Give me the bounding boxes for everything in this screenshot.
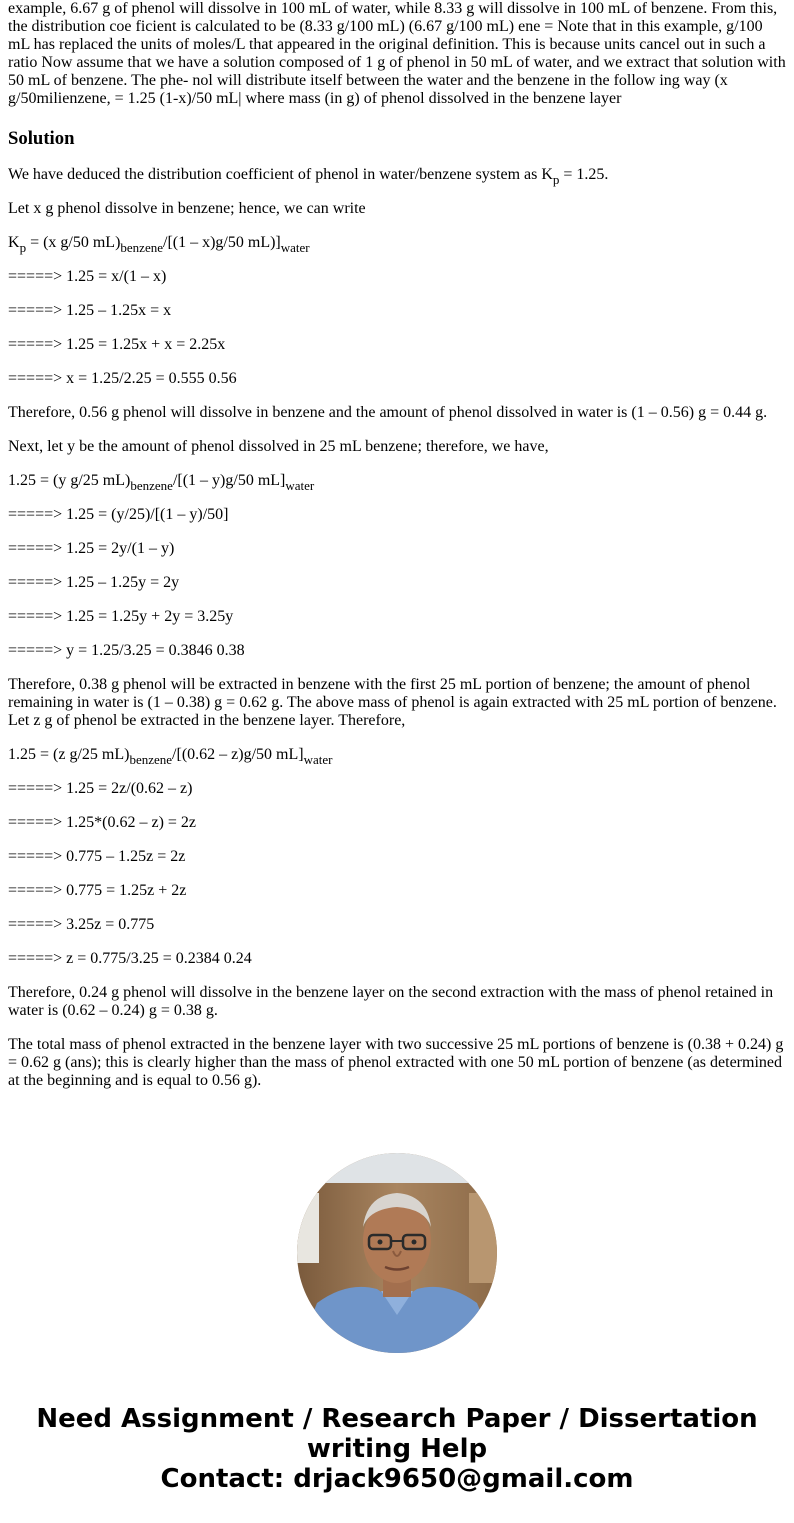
kp-statement: We have deduced the distribution coefficient of phenol in water/benzene system as $K_p = 1.25$. — [8, 166, 609, 187]
z-step: =====> 0.775 = 1.25z + 2z — [8, 882, 187, 899]
z-step: =====> 1.25*(0.62 – z) = 2z — [8, 814, 197, 831]
x-step: =====> 1.25 = x/(1 – x) — [8, 268, 167, 285]
let-y-paragraph: Next, let y be the amount of phenol dissolved in 25 mL benzene; therefore, we have, — [8, 438, 549, 455]
x-step: =====> 1.25 = 1.25x + x = 2.25x — [8, 336, 226, 353]
z-equation: 1.25 = (z g/25 $mL)_{benzene}/[(0.62 - z)g/50$ $mL]_{water}$ — [8, 746, 333, 767]
x-conclusion: Therefore, 0.56 g phenol will dissolve in benzene and the amount of phenol dissolved in water is (1 – 0.56) g = 0.44 g. — [8, 404, 768, 421]
kp-equation: $K_p = (x$ g/50 $mL)_{benzene}/[(1 - x)g/50$ $mL)]_{water}$ — [8, 234, 310, 255]
y-conclusion: Therefore, 0.38 g phenol will be extracted in benzene with the first 25 mL portion of benzene; the amount of phenol remaining in water is (1 – 0.38) g = 0.62 g. The above mass of phenol is again extracted with 25 mL portion of benzene. Let z g of phenol be extracted in the benzene layer. Therefore, — [8, 676, 777, 729]
y-step: =====> 1.25 = (y/25)/[(1 – y)/50] — [8, 506, 229, 523]
author-avatar — [297, 1153, 497, 1353]
y-step: =====> y = 1.25/3.25 = 0.3846 0.38 — [8, 642, 245, 659]
banner-contact-line[interactable]: Contact: drjack9650@gmail.com — [160, 1464, 634, 1494]
z-conclusion: Therefore, 0.24 g phenol will dissolve in the benzene layer on the second extraction with the mass of phenol retained in water is (0.62 – 0.24) g = 0.38 g. — [8, 984, 774, 1019]
let-x-paragraph: Let x g phenol dissolve in benzene; hence, we can write — [8, 200, 366, 217]
z-step: =====> 3.25z = 0.775 — [8, 916, 155, 933]
z-step: =====> 1.25 = 2z/(0.62 – z) — [8, 780, 193, 797]
y-step: =====> 1.25 – 1.25y = 2y — [8, 574, 180, 591]
x-step: =====> x = 1.25/2.25 = 0.555 0.56 — [8, 370, 237, 387]
author-portrait-image — [297, 1153, 497, 1353]
banner-line-1: Need Assignment / Research Paper / Dissertation — [36, 1404, 758, 1434]
solution-heading: Solution — [8, 128, 75, 149]
document-body — [8, 0, 788, 1090]
y-step: =====> 1.25 = 2y/(1 – y) — [8, 540, 175, 557]
z-step: =====> z = 0.775/3.25 = 0.2384 0.24 — [8, 950, 252, 967]
contact-banner — [0, 1404, 794, 1494]
banner-line-2: writing Help — [306, 1434, 488, 1464]
x-step: =====> 1.25 – 1.25x = x — [8, 302, 172, 319]
intro-paragraph: example, 6.67 g of phenol will dissolve in 100 mL of water, while 8.33 g will dissolve in 100 mL of benzene. From this, the distribution coe ficient is calculated to be (8.33 g/100 mL) (6.67 g/100 mL) ene = Note that in this example, g/100 mL has replaced the units of moles/L that appeared in the original definition. This is because units cancel out in such a ratio Now assume that we have a solution composed of 1 g of phenol in 50 mL of water, and we extract that solution with 50 mL of benzene. The phe- nol will distribute itself between the water and the benzene in the follow ing way (x g/50milienzene, = 1.25 (1-x)/50 mL| where mass (in g) of phenol dissolved in the benzene layer — [8, 0, 786, 107]
z-step: =====> 0.775 – 1.25z = 2z — [8, 848, 186, 865]
y-step: =====> 1.25 = 1.25y + 2y = 3.25y — [8, 608, 234, 625]
final-paragraph: The total mass of phenol extracted in the benzene layer with two successive 25 mL portions of benzene is (0.38 + 0.24) g = 0.62 g (ans); this is clearly higher than the mass of phenol extracted with one 50 mL portion of benzene (as determined at the beginning and is equal to 0.56 g). — [8, 1036, 784, 1089]
y-equation: 1.25 = (y g/25 $mL)_{benzene}/[(1 - y)g/50$ $mL]_{water}$ — [8, 472, 315, 493]
